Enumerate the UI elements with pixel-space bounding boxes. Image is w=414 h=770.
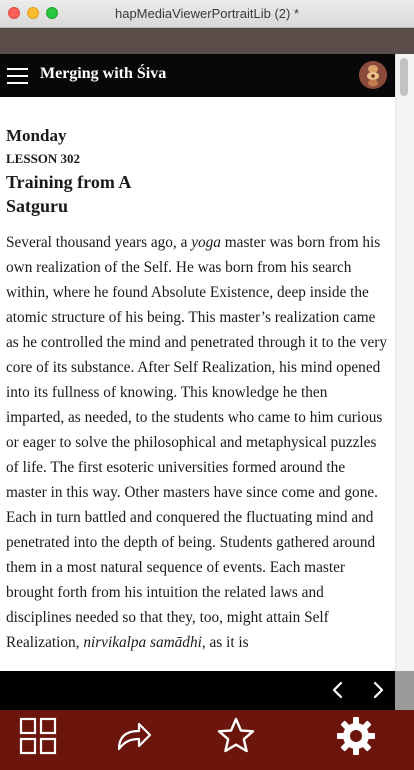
app-logo-icon[interactable] [359, 61, 387, 89]
body-segment-italic: nirvikalpa samādhi [83, 634, 202, 651]
share-arrow-icon[interactable] [114, 716, 154, 756]
app-title: Merging with Śiva [40, 65, 167, 82]
bottom-toolbar [0, 710, 414, 770]
app-header [0, 54, 395, 97]
lesson-body [6, 230, 389, 655]
body-segment-italic: yoga [191, 234, 221, 251]
lesson-title: Training from A Satguru [6, 172, 131, 216]
scrollbar-thumb[interactable] [400, 58, 408, 96]
body-segment: , as it is [201, 634, 249, 651]
lesson-day: Monday [6, 126, 67, 145]
chevron-left-icon[interactable] [328, 680, 348, 700]
hamburger-menu-icon[interactable] [7, 68, 28, 84]
body-segment: Several thousand years ago, a [6, 234, 192, 251]
window-toolbar-band [0, 28, 414, 54]
window-title: hapMediaViewerPortraitLib (2) * [114, 6, 300, 21]
lesson-number: LESSON 302 [6, 151, 81, 166]
body-segment: master was born from his own realization of the Self. He was born from his search within, where he found Absolute Existence, deep inside the atomic structure of his being. This master’s realization came as he controlled the mind and penetrated through it to the very core of its substance. After Self Realization, his mind opened into its fullness of knowing. This knowledge he then imparted, as needed, to the students who came to him curious or eager to solve the philosophical and metaphysical puzzles of life. The first esoteric universities formed around the master in this way. Other masters have since come and gone. Each in turn battled and conquered the fluctuating mind and penetrated into the depth of being. Students gathered around them in a most natural sequence of events. Each master brought forth from his intuition the related laws and disciplines needed so that they, too, might attain Self Realization, [6, 234, 388, 651]
lesson-content[interactable] [0, 97, 395, 671]
gear-icon[interactable] [336, 716, 376, 756]
vertical-scrollbar[interactable] [395, 54, 414, 671]
grid-icon[interactable] [18, 716, 58, 756]
page-navigation-bar [0, 671, 395, 710]
window-titlebar [0, 0, 414, 28]
chevron-right-icon[interactable] [368, 680, 388, 700]
star-icon[interactable] [216, 716, 256, 756]
